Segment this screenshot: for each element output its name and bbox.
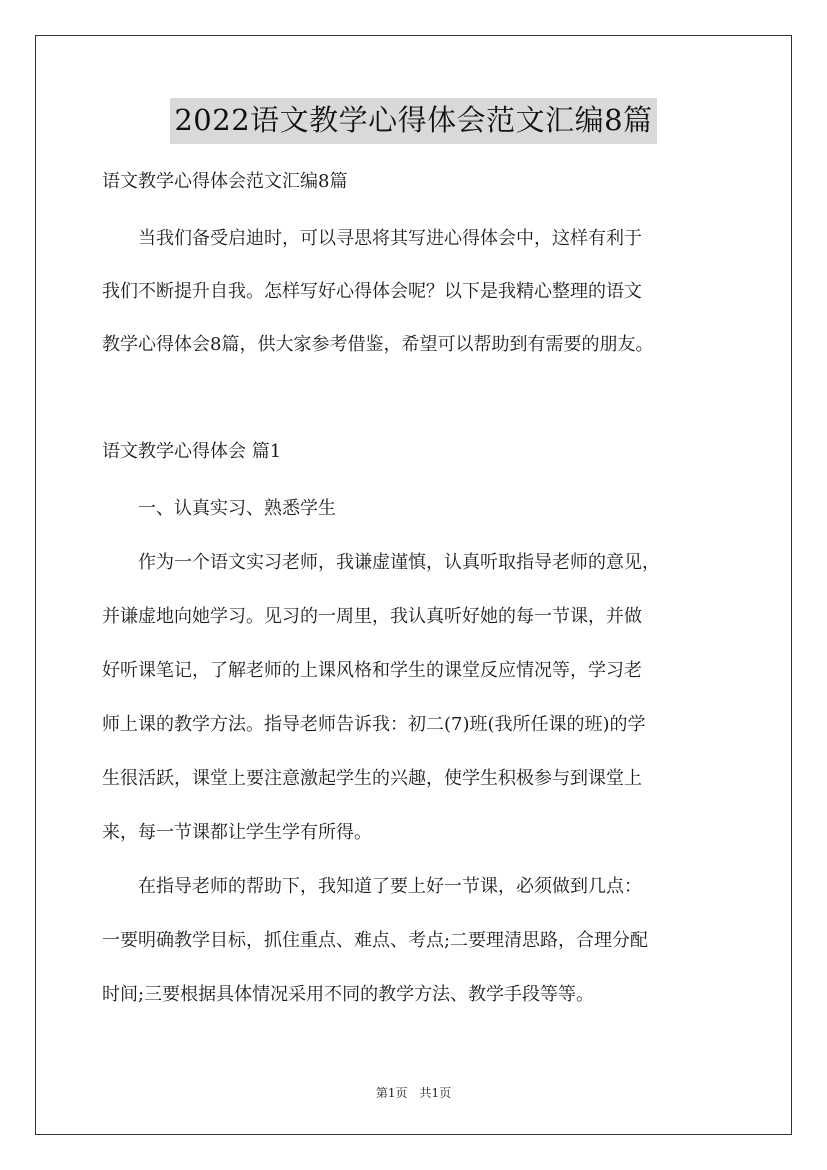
- section-heading: 语文教学心得体会 篇1: [102, 441, 282, 462]
- paragraph-line: 师上课的教学方法。指导老师告诉我：初二(7)班(我所任课的班)的学: [102, 714, 646, 735]
- document-body: [102, 168, 736, 1008]
- sub-heading: 一、认真实习、熟悉学生: [102, 498, 336, 519]
- paragraph-line: 来，每一节课都让学生学有所得。: [102, 822, 372, 843]
- page-footer: 第1页 共1页: [375, 1086, 452, 1100]
- document-title: 2022语文教学心得体会范文汇编8篇: [170, 98, 656, 144]
- paragraph-line: 时间;三要根据具体情况采用不同的教学方法、教学手段等等。: [102, 984, 595, 1005]
- title-container: [0, 98, 827, 144]
- intro-line: 我们不断提升自我。怎样写好心得体会呢？以下是我精心整理的语文: [102, 281, 642, 302]
- paragraph-line: 生很活跃，课堂上要注意激起学生的兴趣，使学生积极参与到课堂上: [102, 768, 642, 789]
- paragraph-line: 一要明确教学目标，抓住重点、难点、考点;二要理清思路，合理分配: [102, 930, 649, 951]
- paragraph-line: 好听课笔记，了解老师的上课风格和学生的课堂反应情况等，学习老: [102, 660, 642, 681]
- intro-line: 当我们备受启迪时，可以寻思将其写进心得体会中，这样有利于: [102, 228, 642, 249]
- document-subtitle: 语文教学心得体会范文汇编8篇: [102, 171, 348, 192]
- paragraph-line: 作为一个语文实习老师，我谦虚谨慎，认真听取指导老师的意见，: [102, 552, 660, 573]
- intro-line: 教学心得体会8篇，供大家参考借鉴，希望可以帮助到有需要的朋友。: [102, 334, 654, 355]
- paragraph-line: 并谦虚地向她学习。见习的一周里，我认真听好她的每一节课，并做: [102, 606, 642, 627]
- paragraph-line: 在指导老师的帮助下，我知道了要上好一节课，必须做到几点：: [102, 876, 642, 897]
